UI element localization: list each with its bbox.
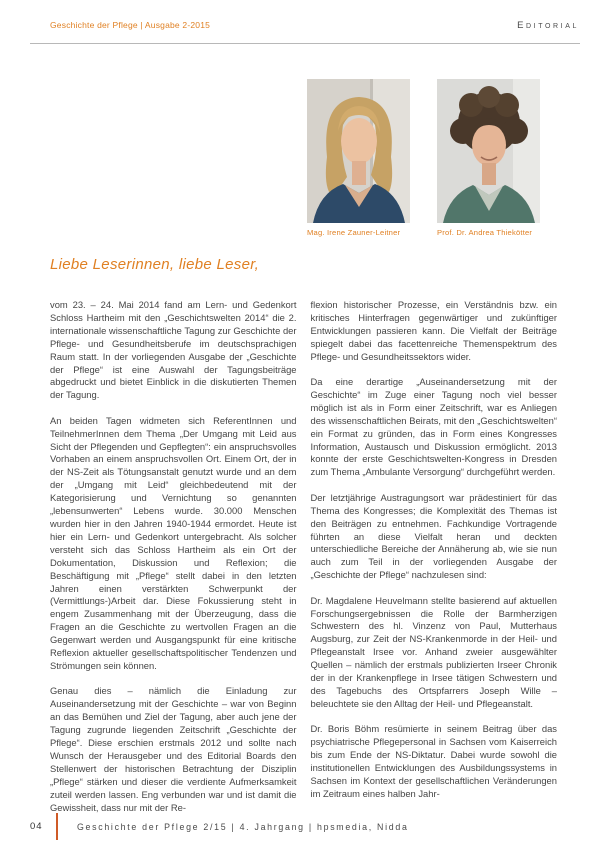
paragraph: Dr. Magdalene Heuvelmann stellte basierend auf aktuellen Forschungsergebnissen die Rolle der Barmherzigen Schwestern des hl. Vinzenz von Paul, Mutterhaus Augsburg, zur Zeit der NS-Krankenmorde in der Heil- und Pflegeanstalt Irsee vor. Anhand zweier ausgewählter Quellen – nämlich der erstmals publizierten Irseer Chronik der in der Krankenpflege in Irsee tätigen Schwestern und des Tagebuchs des Ortspfarrers Joseph Wille – beleuchtete sie den Alltag der Heil- und Pflegeanstalt. <box>310 594 557 709</box>
paragraph: vom 23. – 24. Mai 2014 fand am Lern- und Gedenkort Schloss Hartheim mit den „Geschichtswelten 2014“ die 2. internationale wissenschaftliche Tagung zur Geschichte der Pflege- und Gesundheitsberufe im deutschsprachigen Raum statt. In der vorliegenden Ausgabe der „Geschichte der Pflege“ ist eine Auswahl der Tagungsbeiträge abgedruckt und bietet Einblick in die diskutierten Themen der Tagung. <box>50 299 297 401</box>
paragraph: Der letztjährige Austragungsort war prädestiniert für das Thema des Kongresses; die Komplexität des Themas ist den Beiträgen zu entnehmen. Fachkundige Vortragende führten an diese Vielfalt heran und deckten unterschiedliche Bereiche der Annäherung ab, wie sie nun auch zum Teil in der vorliegenden Ausgabe der „Geschichte der Pflege“ nachzulesen sind: <box>310 491 557 581</box>
body-text <box>50 299 557 814</box>
editor-photos <box>307 79 540 237</box>
photo-caption-irene: Mag. Irene Zauner-Leitner <box>307 228 401 237</box>
paragraph: Dr. Boris Böhm resümierte in seinem Beitrag über das psychiatrische Pflegepersonal in Sachsen vom Kaiserreich bis zum Ende der NS-Diktatur. Dabei wurde sowohl die institutionellen Entwicklungen des Ausbildungssystems in Sachsen im Kontext der gesellschaftlichen Veränderungen im Zeitraum eines halben Jahr- <box>310 723 557 799</box>
paragraph: Genau dies – nämlich die Einladung zur Auseinandersetzung mit der Geschichte – war von Beginn an das Bemühen und Ziel der Tagung, aber auch jene der Tagung zugrunde liegenden Zeitschrift „Geschichte der Pflege“. Diese erschien erstmals 2012 und sollte nach Wunsch der Herausgeber und des Editorial Boards den Stellenwert der historischen Betrachtung der Disziplin „Pflege“ stärken und dieser die verdiente Aufmerksamkeit zuteil werden lassen. Eng verbunden war und ist damit die Gewissheit, dass nur mit der Re- <box>50 685 297 813</box>
journal-issue-label: Geschichte der Pflege | Ausgabe 2-2015 <box>50 20 211 30</box>
photo-block-irene <box>307 79 410 237</box>
header-rule <box>30 43 580 44</box>
page-number: 04 <box>30 821 43 832</box>
photo-block-andrea <box>437 79 540 237</box>
paragraph: flexion historischer Prozesse, ein Verständnis bzw. ein kritisches Hinterfragen gegenwärtiger und zukünftiger Entwicklungen passieren kann. Die Vielfalt der Beiträge spiegelt dabei das facettenreiche Themenspektrum des Pflege- und Gesundheitssektors wider. <box>310 299 557 362</box>
section-label: Editorial <box>517 20 579 31</box>
left-column <box>50 299 297 814</box>
page-footer <box>30 813 577 840</box>
paragraph: Da eine derartige „Auseinandersetzung mit der Geschichte“ im Zuge einer Tagung noch viel besser möglich ist als in Form einer Zeitschrift, war es Anliegen des wissenschaftlichen Beirats, mit den „Geschichtswelten“ ein Format zu gründen, das in Form eines Kongresses Information, Austausch und Diskussion ermöglicht. 2013 konnte der erste Geschichtswelten-Kongress in Dresden zum Thema „Ambulante Versorgung“ durchgeführt werden. <box>310 376 557 478</box>
portrait-irene-zauner-leitner-photo <box>307 79 410 223</box>
right-column <box>311 299 558 814</box>
salutation-heading: Liebe Leserinnen, liebe Leser, <box>50 256 260 273</box>
portrait-andrea-thiekoetter-photo <box>437 79 540 223</box>
footer-imprint: Geschichte der Pflege 2/15 | 4. Jahrgang | hpsmedia, Nidda <box>77 821 409 832</box>
footer-divider <box>56 813 58 840</box>
paragraph: An beiden Tagen widmeten sich ReferentInnen und TeilnehmerInnen dem Thema „Der Umgang mit Leid aus Sicht der Pflegenden und Gepflegten“: ein anspruchsvolles Vorhaben an einem anspruchsvollen Ort. Einem Ort, der in der NS-Zeit als Tötungsanstalt genutzt wurde und an dem der „Umgang mit Leid“ gleichbedeutend mit der Kategorisierung und Vernichtung so genannten „lebensunwerten“ Lebens wurde. 30.000 Menschen wurden hier in den Jahren 1940-1944 ermordet. Heute ist hier ein Lern- und Gedenkort untergebracht. Als solcher versteht sich das Schloss Hartheim als ein Ort der Dokumentation, Diskussion und Reflexion; die Beschäftigung mit „Pflege“ stellt dabei in den letzten Jahren einen verstärkten Schwerpunkt der (Vermittlungs-)Arbeit dar. Diese Fokussierung steht in engem Zusammenhang mit der Überzeugung, dass die Fragen an die Geschichte zu wertvollen Fragen an die Gegenwart werden und Ausgangspunkt für eine kritische Reflexion aktueller gesellschaftspolitischer Tendenzen und Strömungen sein können. <box>50 414 297 671</box>
page-header <box>50 20 579 31</box>
photo-caption-andrea: Prof. Dr. Andrea Thiekötter <box>437 228 533 237</box>
